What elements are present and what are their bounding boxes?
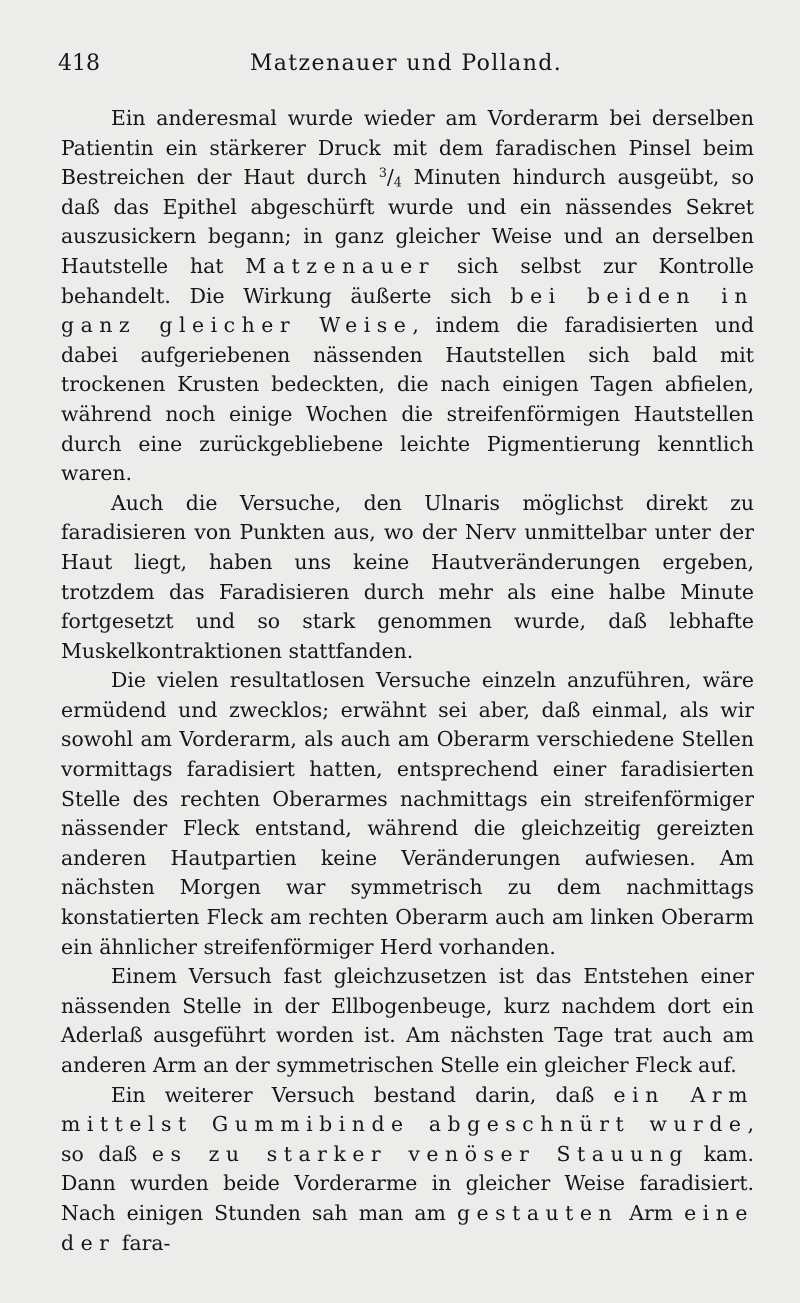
running-head [58, 48, 754, 80]
paragraph [61, 1081, 754, 1259]
spaced-emphasis: bei beiden in ganz gleicher Weise [61, 283, 754, 338]
text-run: Die vielen resultatlosen Versuche einzeln anzuführen, wäre ermüdend und zwecklos; erwähnt sei aber, daß einmal, als wir sowohl am Vorderarm, als auch am Oberarm verschiedene Stellen vormittags faradisiert hatten, entsprechend einer faradisierten Stelle des rechten Oberarmes nachmittags ein streifenförmiger nässender Fleck entstand, während die gleichzeitig gereizten anderen Hautpartien keine Veränderungen aufwiesen. Am nächsten Morgen war symmetrisch zu dem nachmittags konstatierten Fleck am rechten Oberarm auch am linken Oberarm ein ähnlicher streifenförmiger Herd vorhanden. [61, 668, 754, 959]
text-run: sich selbst zur Kontrolle behandelt. Die Wirkung äußerte sich [61, 253, 754, 308]
running-title: Matzenauer und Polland. [249, 51, 563, 76]
page-number: 418 [58, 51, 100, 76]
text-run: Einem Versuch fast gleichzusetzen ist das Entstehen einer nässenden Stelle in der Ellbogenbeuge, kurz nachdem dort ein Aderlaß ausgeführt worden ist. Am nächsten Tage trat auch am anderen Arm an der symmetrischen Stelle ein gleicher Fleck auf. [61, 964, 754, 1077]
text-run: Ein weiterer Versuch bestand darin, daß [110, 1082, 614, 1107]
spaced-emphasis: eine der [61, 1200, 754, 1255]
text-run: Ein anderesmal wurde wieder am Vorderarm bei derselben Patientin ein stärkerer Druck mit dem faradischen Pinsel beim Bestreichen der Haut durch [61, 106, 754, 190]
text-run: , so daß [61, 1112, 754, 1166]
body-text [61, 104, 754, 1258]
text-run: fara- [115, 1230, 171, 1255]
fraction-denominator: 4 [393, 174, 402, 190]
spaced-emphasis: Matzenauer [245, 253, 435, 278]
paragraph [61, 489, 754, 667]
text-run: Auch die Versuche, den Ulnaris möglichst direkt zu faradisieren von Punkten aus, wo der Nerv unmittelbar unter der Haut liegt, haben uns keine Hautveränderungen ergeben, trotzdem das Faradisieren durch mehr als eine halbe Minute fortgesetzt und so stark genommen wurde, daß lebhafte Muskelkontraktionen stattfanden. [61, 490, 754, 663]
paragraph [61, 962, 754, 1080]
spaced-emphasis: gestauten [456, 1200, 619, 1225]
spaced-emphasis: es zu starker venöser Stauung [151, 1141, 690, 1166]
paragraph [61, 104, 754, 489]
text-run: kam. Dann wurden beide Vorderarme in gleicher Weise faradisiert. Nach einigen Stunden sah man am [61, 1141, 755, 1225]
text-run: Minuten hindurch ausgeübt, so daß das Epithel abgeschürft wurde und ein nässendes Sekret auszusickern begann; in ganz gleicher Weise und an derselben Hautstelle hat [61, 165, 755, 278]
text-run: , indem die faradisierten und dabei aufgeriebenen nässenden Hautstellen sich bald mit trockenen Krusten bedeckten, die nach einigen Tagen abfielen, während noch einige Wochen die streifenförmigen Hautstellen durch eine zurückgebliebene leichte Pigmentierung kenntlich waren. [61, 313, 754, 486]
paragraph [61, 666, 754, 962]
spaced-emphasis: ein Arm mittelst Gummibinde abgeschnürt wurde [61, 1082, 754, 1137]
fraction-numerator: 3 [378, 165, 387, 181]
text-run: / [386, 165, 394, 190]
text-run: Arm [618, 1200, 685, 1225]
